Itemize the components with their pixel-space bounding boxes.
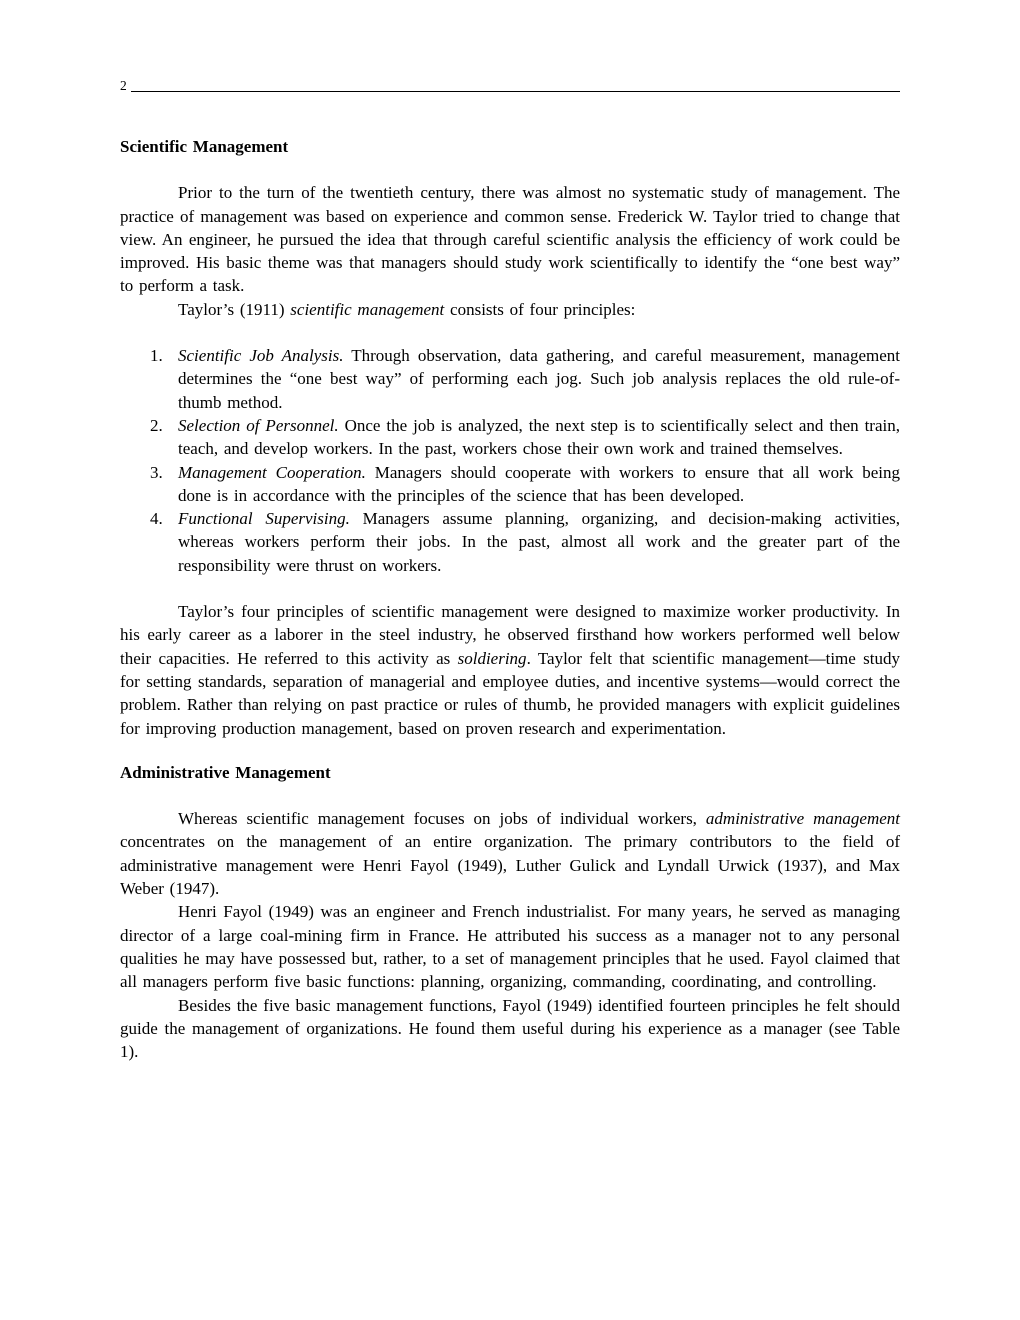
paragraph-administrative-intro: Whereas scientific management focuses on jobs of individual workers, administrative management concentrates on the management of an entire organization. The primary contributors to the field of administrative management were Henri Fayol (1949), Luther Gulick and Lyndall Urwick (1937), and Max Weber (1947). (120, 809, 900, 899)
list-number-1: 1. (150, 346, 163, 366)
list-text-3: Management Cooperation. Managers should cooperate with workers to ensure that all work being done is in accordance with the principles of the science that has been developed. (178, 462, 900, 505)
list-item-4 (120, 507, 900, 577)
list-item-3 (120, 461, 900, 508)
paragraph-scientific-summary: Taylor’s four principles of scientific management were designed to maximize worker productivity. In his early career as a laborer in the steel industry, he observed firsthand how workers performed well below their capacities. He referred to this activity as soldiering. Taylor felt that scientific management—time study for setting standards, separation of managerial and employee duties, and incentive systems—would correct the problem. Rather than relying on past practice or rules of thumb, he provided managers with explicit guidelines for improving production management, based on proven research and experimentation. (120, 602, 900, 738)
paragraph-principles-lead: Taylor’s (1911) scientific management consists of four principles: (178, 299, 636, 319)
page-number: 2 (120, 78, 127, 93)
principles-list (120, 344, 900, 577)
header-rule (131, 91, 900, 92)
paragraph-scientific-intro: Prior to the turn of the twentieth century, there was almost no systematic study of management. The practice of management was based on experience and common sense. Frederick W. Taylor tried to change that view. An engineer, he pursued the idea that through careful scientific analysis the efficiency of work could be improved. His basic theme was that managers should study work scientifically to identify the “one best way” to perform a task. (120, 183, 900, 296)
section-heading-scientific-management: Scientific Management (120, 137, 289, 156)
section-heading-administrative-management: Administrative Management (120, 762, 331, 782)
paragraph-fourteen-principles: Besides the five basic management functions, Fayol (1949) identified fourteen principles he felt should guide the management of organizations. He found them useful during his experience as a manager (see Table 1). (120, 995, 900, 1062)
list-text-4: Functional Supervising. Managers assume planning, organizing, and decision-making activities, whereas workers perform their jobs. In the past, almost all work and the greater part of the responsibility were thrust on workers. (178, 509, 900, 575)
list-number-2: 2. (150, 415, 163, 435)
section-administrative-management (120, 761, 900, 1064)
list-text-1: Scientific Job Analysis. Through observation, data gathering, and careful measurement, management determines the “one best way” of performing each jog. Such job analysis replaces the old rule-of-thumb method. (178, 346, 900, 412)
list-number-4: 4. (150, 509, 163, 529)
section-scientific-management (120, 135, 900, 740)
paragraph-fayol: Henri Fayol (1949) was an engineer and French industrialist. For many years, he served as managing director of a large coal-mining firm in France. He attributed his success as a manager not to any personal qualities he may have possessed but, rather, to a set of management principles that he used. Fayol claimed that all managers perform five basic functions: planning, organizing, commanding, coordinating, and controlling. (120, 902, 900, 992)
list-text-2: Selection of Personnel. Once the job is analyzed, the next step is to scientifically select and then train, teach, and develop workers. In the past, workers chose their own work and trained themselves. (178, 415, 900, 459)
list-number-3: 3. (150, 462, 163, 482)
page-header (120, 78, 900, 93)
list-item-1 (120, 344, 900, 414)
list-item-2 (120, 414, 900, 461)
